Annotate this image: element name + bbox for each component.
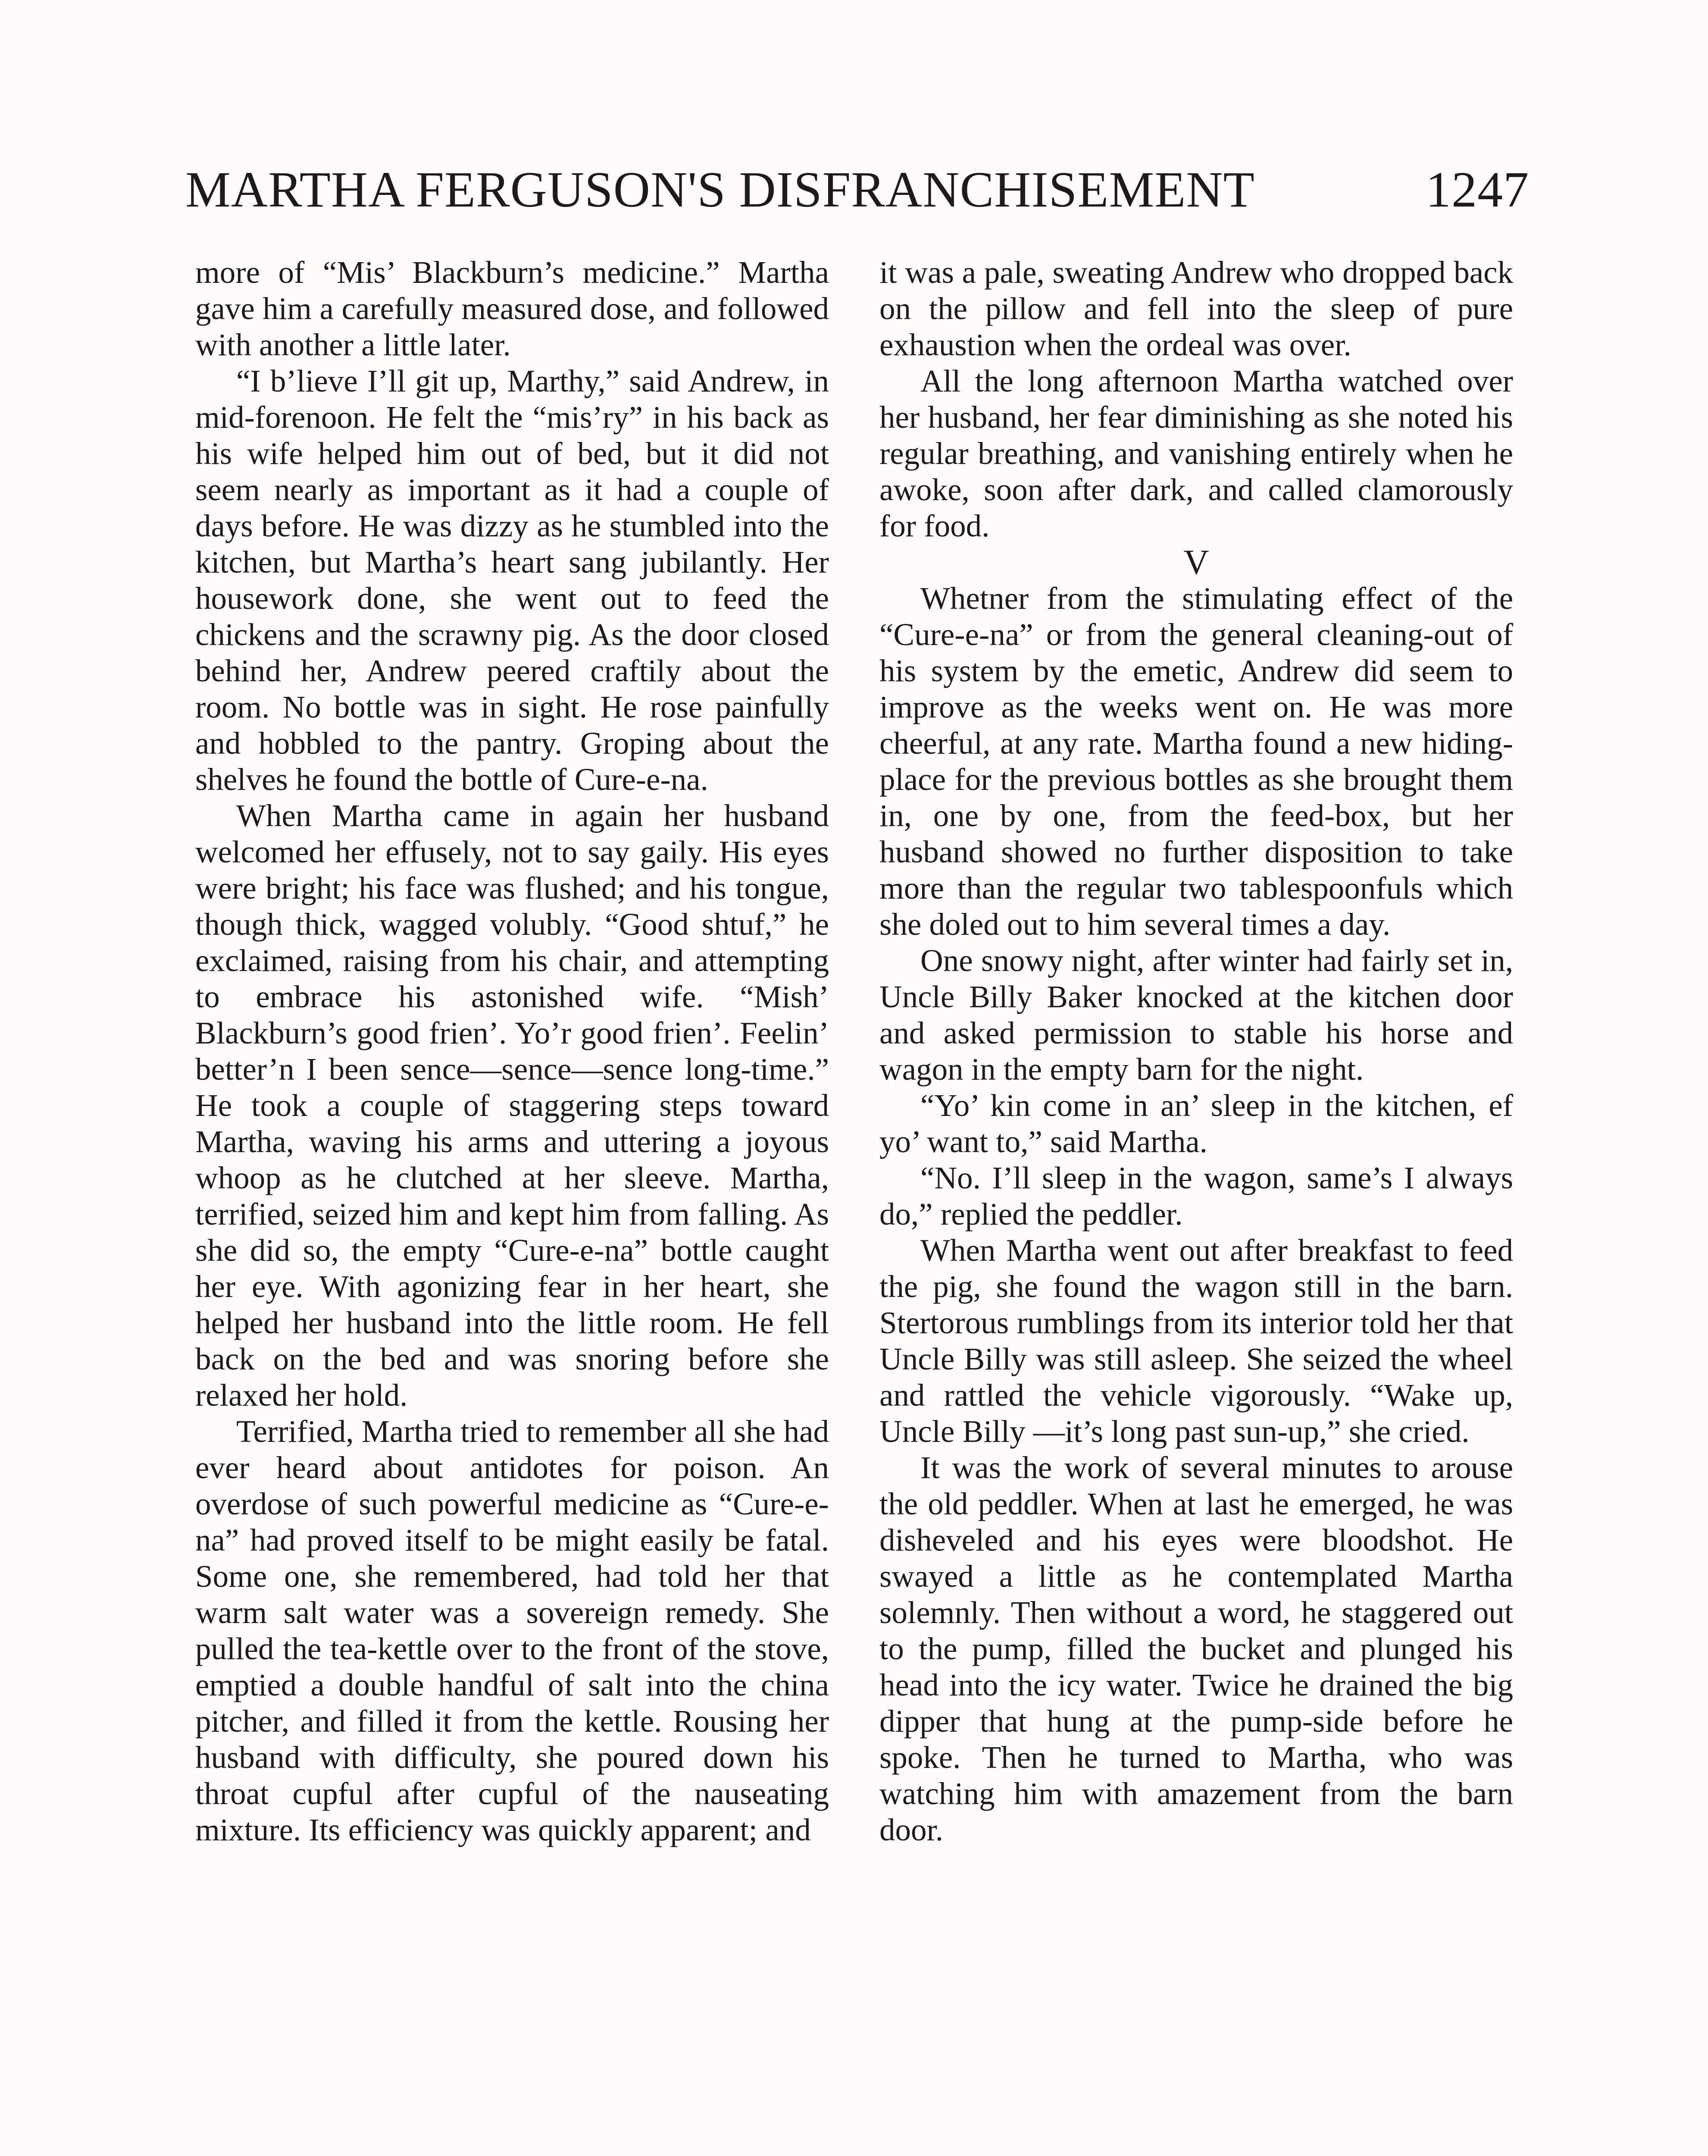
paragraph: “No. I’ll sleep in the wagon, same’s I always do,” replied the peddler.	[879, 1160, 1513, 1232]
paragraph: it was a pale, sweating Andrew who dropped back on the pillow and fell into the sleep of pure exhaustion when the ordeal was over.	[879, 255, 1513, 362]
paragraph: One snowy night, after winter had fairly set in, Uncle Billy Baker knocked at the kitchen door and asked permission to stable his horse and wagon in the empty barn for the night.	[879, 943, 1513, 1087]
page-title: MARTHA FERGUSON'S DISFRANCHISEMENT	[185, 161, 1255, 218]
page-header	[185, 160, 1529, 219]
paragraph: more of “Mis’ Blackburn’s medicine.” Martha gave him a carefully measured dose, and followed with another a little later.	[195, 255, 829, 362]
right-column	[879, 254, 1513, 1848]
paragraph: When Martha went out after breakfast to feed the pig, she found the wagon still in the barn. Stertorous rumblings from its interior told her that Uncle Billy was still asleep. She seized the wheel and rattled the vehicle vigorously. “Wake up, Uncle Billy —it’s long past sun-up,” she cried.	[879, 1233, 1513, 1449]
paragraph: “Yo’ kin come in an’ sleep in the kitchen, ef yo’ want to,” said Martha.	[879, 1088, 1513, 1159]
paragraph: Terrified, Martha tried to remember all she had ever heard about antidotes for poison. An overdose of such powerful medicine as “Cure-e-na” had proved itself to be might easily be fatal. Some one, she remembered, had told her that warm salt water was a sovereign remedy. She pulled the tea-kettle over to the front of the stove, emptied a double handful of salt into the china pitcher, and filled it from the kettle. Rousing her husband with difficulty, she poured down his throat cupful after cupful of the nauseating mixture. Its efficiency was quickly apparent; and	[195, 1414, 829, 1847]
page-number: 1247	[1426, 161, 1529, 218]
paragraph: When Martha came in again her husband welcomed her effusely, not to say gaily. His eyes were bright; his face was flushed; and his tongue, though thick, wagged volubly. “Good shtuf,” he exclaimed, raising from his chair, and attempting to embrace his astonished wife. “Mish’ Blackburn’s good frien’. Yo’r good frien’. Feelin’ better’n I been sence—sence—sence long-time.” He took a couple of staggering steps toward Martha, waving his arms and uttering a joyous whoop as he clutched at her sleeve. Martha, terrified, seized him and kept him from falling. As she did so, the empty “Cure-e-na” bottle caught her eye. With agonizing fear in her heart, she helped her husband into the little room. He fell back on the bed and was snoring before she relaxed her hold.	[195, 798, 829, 1413]
section-heading: V	[1183, 542, 1209, 582]
paragraph: All the long afternoon Martha watched over her husband, her fear diminishing as she noted his regular breathing, and vanishing entirely when he awoke, soon after dark, and called clamorously for food.	[879, 364, 1513, 543]
left-column	[195, 254, 829, 1848]
paragraph: Whetner from the stimulating effect of the “Cure-e-na” or from the general cleaning-out of his system by the emetic, Andrew did seem to improve as the weeks went on. He was more cheerful, at any rate. Martha found a new hiding-place for the previous bottles as she brought them in, one by one, from the feed-box, but her husband showed no further disposition to take more than the regular two tablespoonfuls which she doled out to him several times a day.	[879, 581, 1513, 942]
paragraph: It was the work of several minutes to arouse the old peddler. When at last he emerged, he was disheveled and his eyes were bloodshot. He swayed a little as he contemplated Martha solemnly. Then without a word, he staggered out to the pump, filled the bucket and plunged his head into the icy water. Twice he drained the big dipper that hung at the pump-side before he spoke. Then he turned to Martha, who was watching him with amazement from the barn door.	[879, 1450, 1513, 1847]
paragraph: “I b’lieve I’ll git up, Marthy,” said Andrew, in mid-forenoon. He felt the “mis’ry” in his back as his wife helped him out of bed, but it did not seem nearly as important as it had a couple of days before. He was dizzy as he stumbled into the kitchen, but Martha’s heart sang jubilantly. Her housework done, she went out to feed the chickens and the scrawny pig. As the door closed behind her, Andrew peered craftily about the room. No bottle was in sight. He rose painfully and hobbled to the pantry. Groping about the shelves he found the bottle of Cure-e-na.	[195, 364, 829, 797]
